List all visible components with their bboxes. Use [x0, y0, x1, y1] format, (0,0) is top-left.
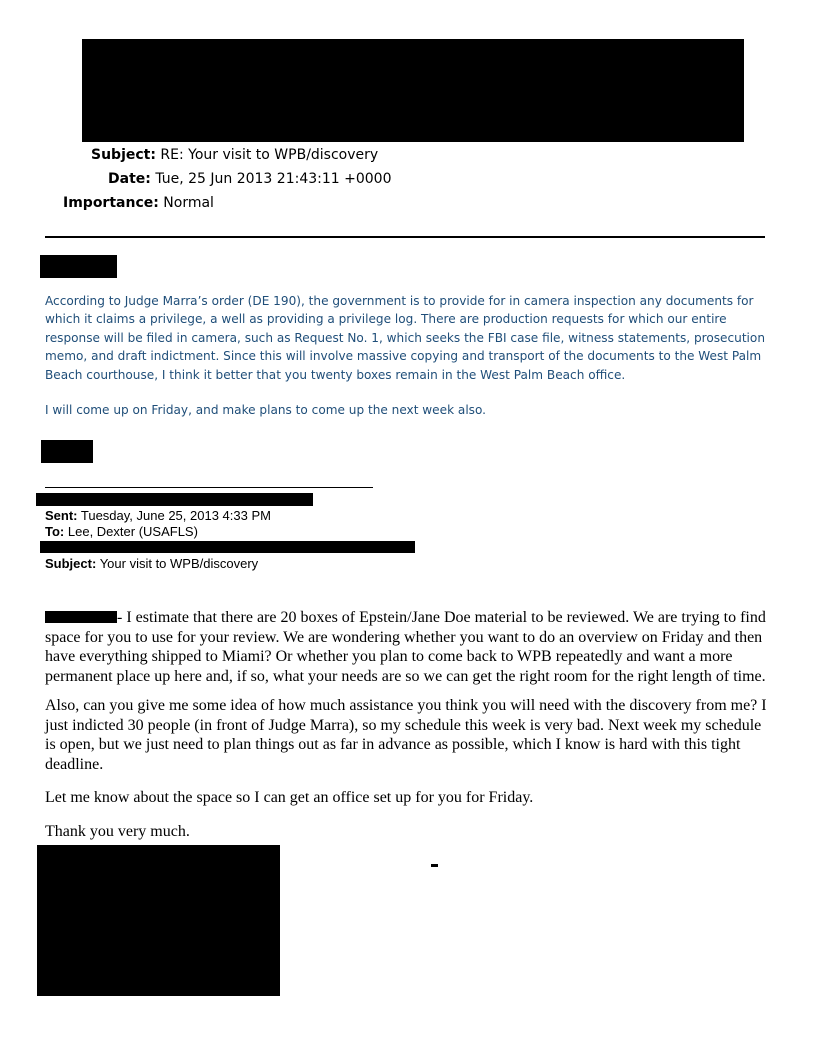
to-line	[45, 524, 198, 540]
original-paragraph-2: Also, can you give me some idea of how much assistance you think you will need with the discovery from me? I just indicted 30 people (in front of Judge Marra), so my schedule this week is very bad. Next week my schedule is open, but we just need to plan things out as far in advance as possible, which I know is hard with this tight deadline.	[45, 697, 767, 773]
redaction-inline-name	[45, 611, 117, 623]
reply-paragraph-1: According to Judge Marra’s order (DE 190), the government is to provide for in camera inspection any documents for which it claims a privilege, a well as providing a privilege log. There are production requests for which our entire response will be filed in camera, such as Request No. 1, which seeks the FBI case file, witness statements, prosecution memo, and draft indictment. Since this will involve massive copying and transport of the documents to the West Palm Beach courthouse, I think it better that you twenty boxes remain in the West Palm Beach office.	[45, 294, 765, 382]
redaction-from-line	[36, 493, 313, 506]
redaction-block-header	[82, 39, 744, 142]
to-value: Lee, Dexter (USAFLS)	[67, 524, 198, 539]
importance-value: Normal	[163, 195, 214, 211]
original-paragraph-1-text: - I estimate that there are 20 boxes of Epstein/Jane Doe material to be reviewed. We are trying to find space for you to use for your review. We are wondering whether you want to do an overview on Friday and then have everything shipped to Miami? Or whether you plan to come back to WPB repeatedly and want a more permanent place up here and, if so, what your needs are so we can get the right room for the right length of time.	[45, 609, 766, 685]
subject-line	[91, 146, 378, 164]
header-divider	[45, 236, 765, 238]
forward-subject-line	[45, 556, 258, 572]
date-label: Date:	[108, 171, 151, 187]
redaction-signature	[41, 440, 93, 463]
date-line	[108, 170, 391, 188]
original-paragraph-1	[45, 608, 773, 686]
reply-paragraph-2: I will come up on Friday, and make plans to come up the next week also.	[45, 403, 487, 417]
importance-line	[63, 194, 214, 212]
importance-label: Importance:	[63, 195, 159, 211]
date-value: Tue, 25 Jun 2013 21:43:11 +0000	[155, 171, 392, 187]
dash-mark	[431, 864, 438, 867]
redaction-salutation	[40, 255, 117, 278]
forward-subject-value: Your visit to WPB/discovery	[99, 556, 259, 571]
sent-value: Tuesday, June 25, 2013 4:33 PM	[80, 508, 271, 523]
subject-value: RE: Your visit to WPB/discovery	[160, 147, 379, 163]
subject-label: Subject:	[91, 147, 156, 163]
redaction-cc-line	[40, 541, 415, 553]
forward-separator	[45, 487, 373, 488]
forward-subject-label: Subject:	[45, 556, 97, 571]
original-paragraph-4: Thank you very much.	[45, 823, 190, 840]
redaction-block-footer	[37, 845, 280, 996]
sent-line	[45, 508, 271, 524]
original-paragraph-3: Let me know about the space so I can get an office set up for you for Friday.	[45, 789, 534, 806]
sent-label: Sent:	[45, 508, 78, 523]
to-label: To:	[45, 524, 65, 539]
